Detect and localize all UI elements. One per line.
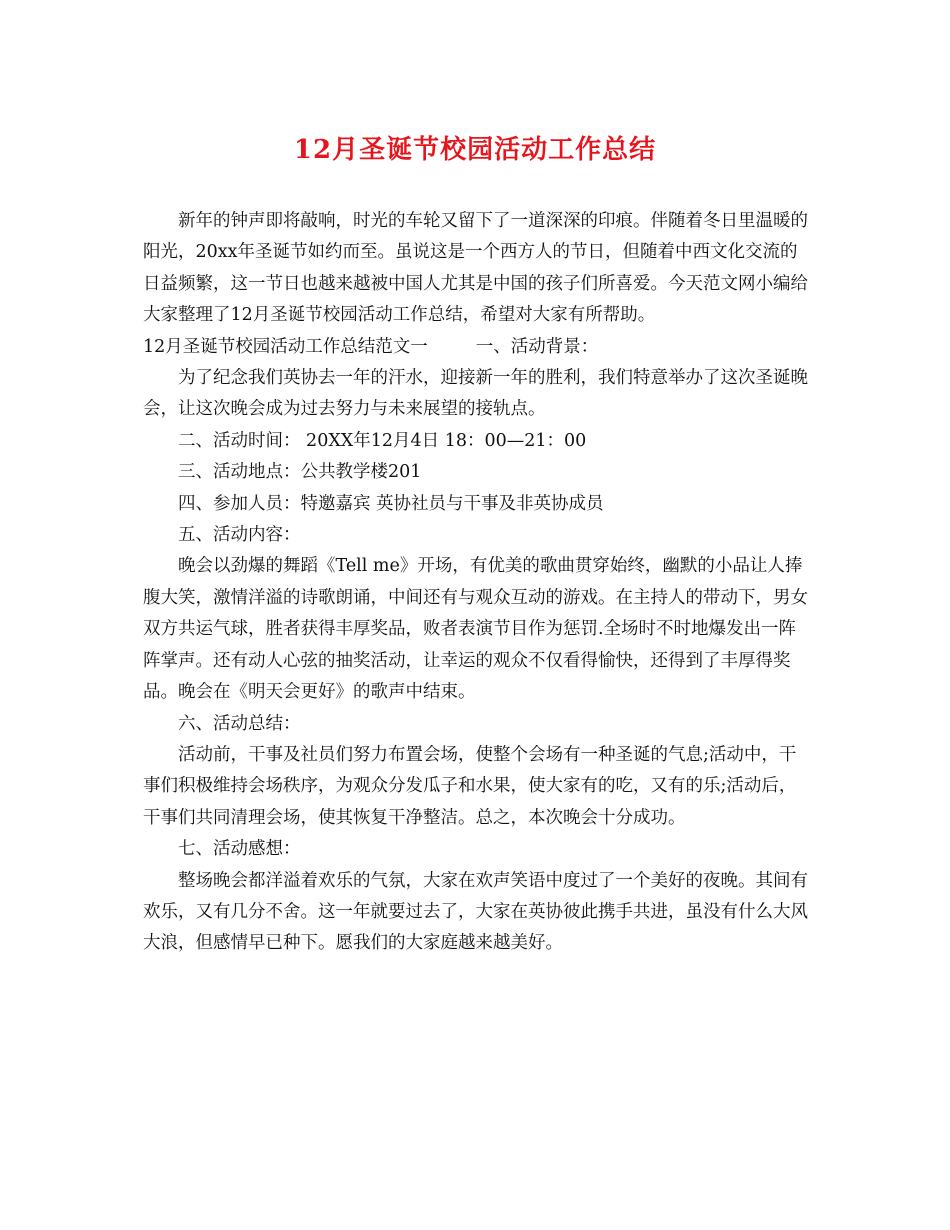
sample-heading: 12月圣诞节校园活动工作总结范文一 [143, 336, 428, 357]
intro-paragraph: 新年的钟声即将敲响，时光的车轮又留下了一道深深的印痕。伴随着冬日里温暖的阳光，20xx年圣诞节如约而至。虽说这是一个西方人的节日，但随着中西文化交流的日益频繁，这一节日也越来越被中国人尤其是中国的孩子们所喜爱。今天范文网小编给大家整理了12月圣诞节校园活动工作总结，希望对大家有所帮助。 [143, 211, 808, 326]
document-title: 12月圣诞节校园活动工作总结 [293, 135, 657, 165]
thoughts-paragraph: 整场晚会都洋溢着欢乐的气氛，大家在欢声笑语中度过了一个美好的夜晚。其间有欢乐，又有几分不舍。这一年就要过去了，大家在英协彼此携手共进，虽没有什么大风大浪，但感情早已种下。愿我们的大家庭越来越美好。 [143, 870, 808, 954]
thoughts-heading: 七、活动感想： [178, 839, 301, 860]
content-heading: 五、活动内容： [178, 525, 301, 546]
activity-place: 三、活动地点：公共教学楼201 [178, 462, 422, 483]
background-heading: 一、活动背景： [475, 336, 599, 357]
document-body [143, 206, 808, 960]
summary-heading: 六、活动总结： [178, 713, 301, 734]
content-paragraph: 晚会以劲爆的舞蹈《Tell me》开场，有优美的歌曲贯穿始终，幽默的小品让人捧腹大笑，激情洋溢的诗歌朗诵，中间还有与观众互动的游戏。在主持人的带动下，男女双方共运气球，胜者获得丰厚奖品，败者表演节目作为惩罚.全场时不时地爆发出一阵阵掌声。还有动人心弦的抽奖活动，让幸运的观众不仅看得愉快，还得到了丰厚得奖品。晚会在《明天会更好》的歌声中结束。 [143, 556, 808, 703]
summary-paragraph: 活动前，干事及社员们努力布置会场，使整个会场有一种圣诞的气息;活动中，干事们积极维持会场秩序，为观众分发瓜子和水果，使大家有的吃，又有的乐;活动后，干事们共同清理会场，使其恢复干净整洁。总之，本次晚会十分成功。 [143, 744, 797, 828]
sample-heading-line [143, 332, 808, 363]
activity-participants: 四、参加人员：特邀嘉宾 英协社员与干事及非英协成员 [178, 493, 604, 514]
background-paragraph: 为了纪念我们英协去一年的汗水，迎接新一年的胜利，我们特意举办了这次圣诞晚会，让这次晚会成为过去努力与未来展望的接轨点。 [143, 368, 808, 420]
activity-time: 二、活动时间： 20XX年12月4日 18：00—21：00 [178, 430, 587, 451]
